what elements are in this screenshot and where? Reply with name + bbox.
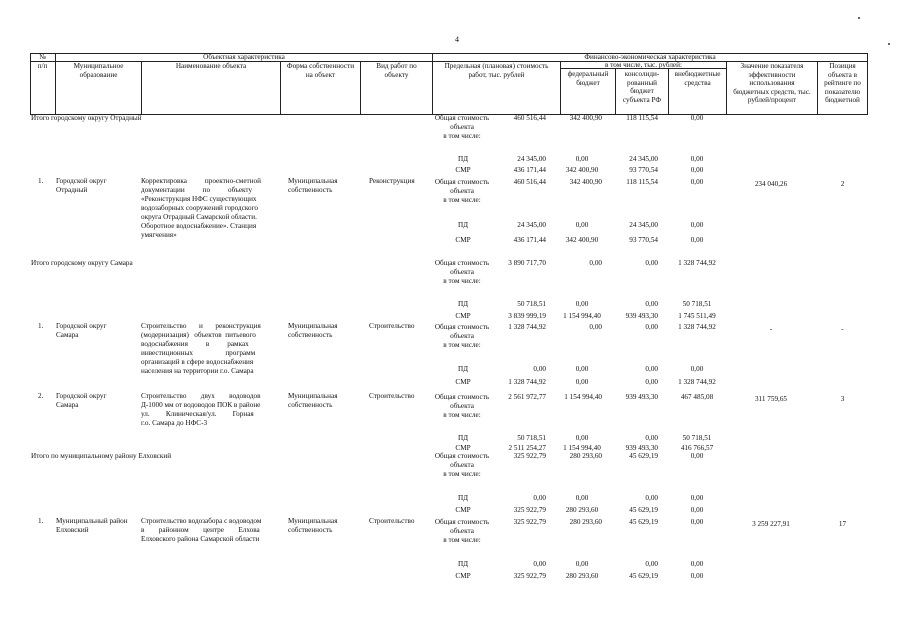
federal-value: 280 293,60 [569,518,602,526]
smr-federal-value: 342 400,90 [565,236,599,244]
consolidated-value: 0,00 [645,323,658,331]
pd-federal-value: 0,00 [575,221,589,229]
header-finance-group: Финансово-экономическая характеристика [584,53,716,61]
smr-label: СМР [455,572,471,580]
group-total-label: Итого по муниципальному району Елховский [31,452,172,460]
extrabudget-value: 467 485,08 [680,393,714,401]
pd-consolidated-value: 0,00 [645,300,658,308]
smr-total-value: 436 171,44 [513,166,546,174]
smr-extrabudget-value: 416 766,57 [680,444,714,452]
smr-total-value: 325 922,79 [513,572,546,580]
smr-label: СМР [455,506,471,514]
federal-value: 342 400,90 [569,114,602,122]
row-number: 1. [38,517,44,525]
municipality-cell: Городской округ Отрадный [56,177,107,194]
pd-extrabudget-value: 0,00 [690,560,704,568]
smr-label: СМР [455,378,471,386]
pd-total-value: 24 345,00 [517,221,546,229]
consolidated-value: 45 629,19 [629,452,658,460]
pd-federal-value: 0,00 [575,494,589,502]
smr-label: СМР [455,444,471,452]
header-incl: в том числе, тыс. рублей: [605,61,682,69]
total-cost-value: 3 890 717,70 [508,259,546,267]
object-name-cell: Корректировка проектно-сметной документации по объекту «Реконструкция НФС существующих водозаборных сооружений городского округа Отрадный Самарской области. Оборотное водоснабжение». Станция умягчения» [141,177,261,239]
header-object-group: Объектная характеристика [203,53,285,61]
pd-federal-value: 0,00 [575,300,589,308]
smr-extrabudget-value: 0,00 [690,166,704,174]
total-cost-value: 325 922,79 [513,518,546,526]
pd-label: ПД [457,494,469,502]
smr-total-value: 1 328 744,92 [508,378,546,386]
consolidated-value: 118 115,54 [626,178,658,186]
smr-extrabudget-value: 0,00 [690,506,704,514]
group-total-label: Итого городскому округу Самара [31,259,133,267]
total-cost-value: 2 561 972,77 [508,393,546,401]
consolidated-value: 45 629,19 [629,518,658,526]
pd-federal-value: 0,00 [575,155,589,163]
pd-total-value: 0,00 [533,365,546,373]
pd-total-value: 0,00 [533,560,546,568]
smr-consolidated-value: 93 770,54 [629,166,658,174]
header-efficiency: Значение показателя эффективности использования бюджетных средств, тыс. рублей/процент [733,62,811,105]
cost-label: Общая стоимость объекта в том числе: [434,114,490,140]
header-federal: федеральный бюджет [567,70,609,87]
row-number: 2. [38,392,44,400]
cost-label: Общая стоимость объекта в том числе: [434,259,490,285]
smr-federal-value: 1 154 994,40 [563,444,601,452]
rating-position-cell: 2 [840,180,845,188]
extrabudget-value: 0,00 [690,178,704,186]
smr-federal-value: 1 154 994,40 [563,312,601,320]
object-name-cell: Строительство водозабора с водоводом в районном центре Елхова Елховского района Самарской области [141,517,262,543]
row-number: 1. [38,177,44,185]
pd-consolidated-value: 0,00 [645,560,658,568]
smr-federal-value: 280 293,60 [565,572,599,580]
work-type-cell: Реконструкция [369,177,415,185]
consolidated-value: 939 493,30 [625,393,658,401]
efficiency-cell: 3 259 227,91 [752,520,790,528]
smr-extrabudget-value: 0,00 [690,236,704,244]
extrabudget-value: 1 328 744,92 [678,259,716,267]
pd-label: ПД [457,221,469,229]
total-cost-value: 325 922,79 [513,452,546,460]
page-number: 4 [455,35,459,44]
smr-consolidated-value: 45 629,19 [629,506,658,514]
smr-extrabudget-value: 1 328 744,92 [678,378,716,386]
pd-extrabudget-value: 50 718,51 [682,300,712,308]
object-name-cell: Строительство и реконструкция (модернизация) объектов питьевого водоснабжения в рамках инвестиционных программ организаций в сфере водоснабжения населения на территории г.о. Самара [141,322,261,375]
efficiency-cell: - [769,325,773,333]
smr-consolidated-value: 93 770,54 [629,236,658,244]
object-name-cell: Строительство двух водоводов Д-1000 мм от водоводов ПОК в районе ул. Клиническая/ул. Горная г.о. Самара до НФС-3 [141,392,261,427]
federal-value: 0,00 [589,323,602,331]
pd-total-value: 50 718,51 [517,300,546,308]
ownership-cell: Муниципальная собственность [288,392,338,409]
pd-label: ПД [457,434,469,442]
pd-consolidated-value: 0,00 [645,365,658,373]
header-extrabudget: внебюджетные средства [674,70,721,87]
smr-extrabudget-value: 0,00 [690,572,704,580]
total-cost-value: 460 516,44 [513,114,546,122]
pd-federal-value: 0,00 [575,560,589,568]
header-object-name: Наименование объекта [175,62,247,70]
cost-label: Общая стоимость объекта в том числе: [434,518,490,544]
ownership-cell: Муниципальная собственность [288,322,338,339]
pd-total-value: 0,00 [533,494,546,502]
pd-label: ПД [457,155,469,163]
municipality-cell: Муниципальный район Елховский [56,517,128,534]
extrabudget-value: 1 328 744,92 [678,323,716,331]
smr-total-value: 2 511 254,27 [508,444,546,452]
work-type-cell: Строительство [369,392,415,400]
smr-label: СМР [455,236,471,244]
pd-extrabudget-value: 0,00 [690,221,704,229]
smr-label: СМР [455,166,471,174]
rating-position-cell: 3 [840,395,845,403]
header-consolidated: консолиди- рованный бюджет субъекта РФ [622,70,662,104]
pd-consolidated-value: 24 345,00 [629,221,658,229]
scan-speck [888,43,890,45]
smr-extrabudget-value: 1 745 511,49 [678,312,716,320]
federal-value: 1 154 994,40 [564,393,602,401]
municipality-cell: Городской округ Самара [56,392,107,409]
ownership-cell: Муниципальная собственность [288,517,338,534]
extrabudget-value: 0,00 [690,452,704,460]
pd-label: ПД [457,365,469,373]
scan-speck [858,17,860,19]
pd-consolidated-value: 0,00 [645,494,658,502]
header-ownership: Форма собственности на объект [286,62,355,79]
pd-extrabudget-value: 50 718,51 [682,434,712,442]
pd-consolidated-value: 24 345,00 [629,155,658,163]
pd-extrabudget-value: 0,00 [690,494,704,502]
header-position: Позиция объекта в рейтинге по показателю бюджетной [824,62,861,105]
federal-value: 280 293,60 [569,452,602,460]
header-max-cost: Предельная (плановая) стоимость работ, тыс. рублей [444,62,549,79]
ownership-cell: Муниципальная собственность [288,177,338,194]
smr-label: СМР [455,312,471,320]
extrabudget-value: 0,00 [690,518,704,526]
total-cost-value: 460 516,44 [513,178,546,186]
pd-total-value: 24 345,00 [517,155,546,163]
smr-consolidated-value: 939 493,30 [625,312,658,320]
cost-label: Общая стоимость объекта в том числе: [434,452,490,478]
efficiency-cell: 311 759,65 [754,395,788,403]
pd-total-value: 50 718,51 [517,434,546,442]
smr-total-value: 3 839 999,19 [508,312,546,320]
header-col-num: № п/п [37,53,48,70]
efficiency-cell: 234 040,26 [754,180,788,188]
header-municipality: Муниципальное образование [73,62,124,79]
consolidated-value: 0,00 [645,259,658,267]
smr-total-value: 325 922,79 [513,506,546,514]
pd-label: ПД [457,300,469,308]
smr-consolidated-value: 0,00 [645,378,658,386]
pd-extrabudget-value: 0,00 [690,155,704,163]
total-cost-value: 1 328 744,92 [508,323,546,331]
pd-consolidated-value: 0,00 [645,434,658,442]
consolidated-value: 118 115,54 [626,114,658,122]
cost-label: Общая стоимость объекта в том числе: [434,323,490,349]
rating-position-cell: - [841,325,844,333]
work-type-cell: Строительство [369,517,415,525]
smr-total-value: 436 171,44 [513,236,546,244]
pd-extrabudget-value: 0,00 [690,365,704,373]
cost-label: Общая стоимость объекта в том числе: [434,393,490,419]
smr-federal-value: 280 293,60 [565,506,599,514]
municipality-cell: Городской округ Самара [56,322,107,339]
rating-position-cell: 17 [838,520,847,528]
header-work-type: Вид работ по объекту [376,62,417,79]
smr-consolidated-value: 45 629,19 [629,572,658,580]
smr-federal-value: 0,00 [575,378,589,386]
smr-consolidated-value: 939 493,30 [625,444,658,452]
pd-federal-value: 0,00 [575,365,589,373]
row-number: 1. [38,322,44,330]
pd-federal-value: 0,00 [575,434,589,442]
federal-value: 342 400,90 [569,178,602,186]
work-type-cell: Строительство [369,322,415,330]
cost-label: Общая стоимость объекта в том числе: [434,178,490,204]
federal-value: 0,00 [589,259,602,267]
smr-federal-value: 342 400,90 [565,166,599,174]
extrabudget-value: 0,00 [690,114,704,122]
group-total-label: Итого городскому округу Отрадный [31,114,142,122]
pd-label: ПД [457,560,469,568]
